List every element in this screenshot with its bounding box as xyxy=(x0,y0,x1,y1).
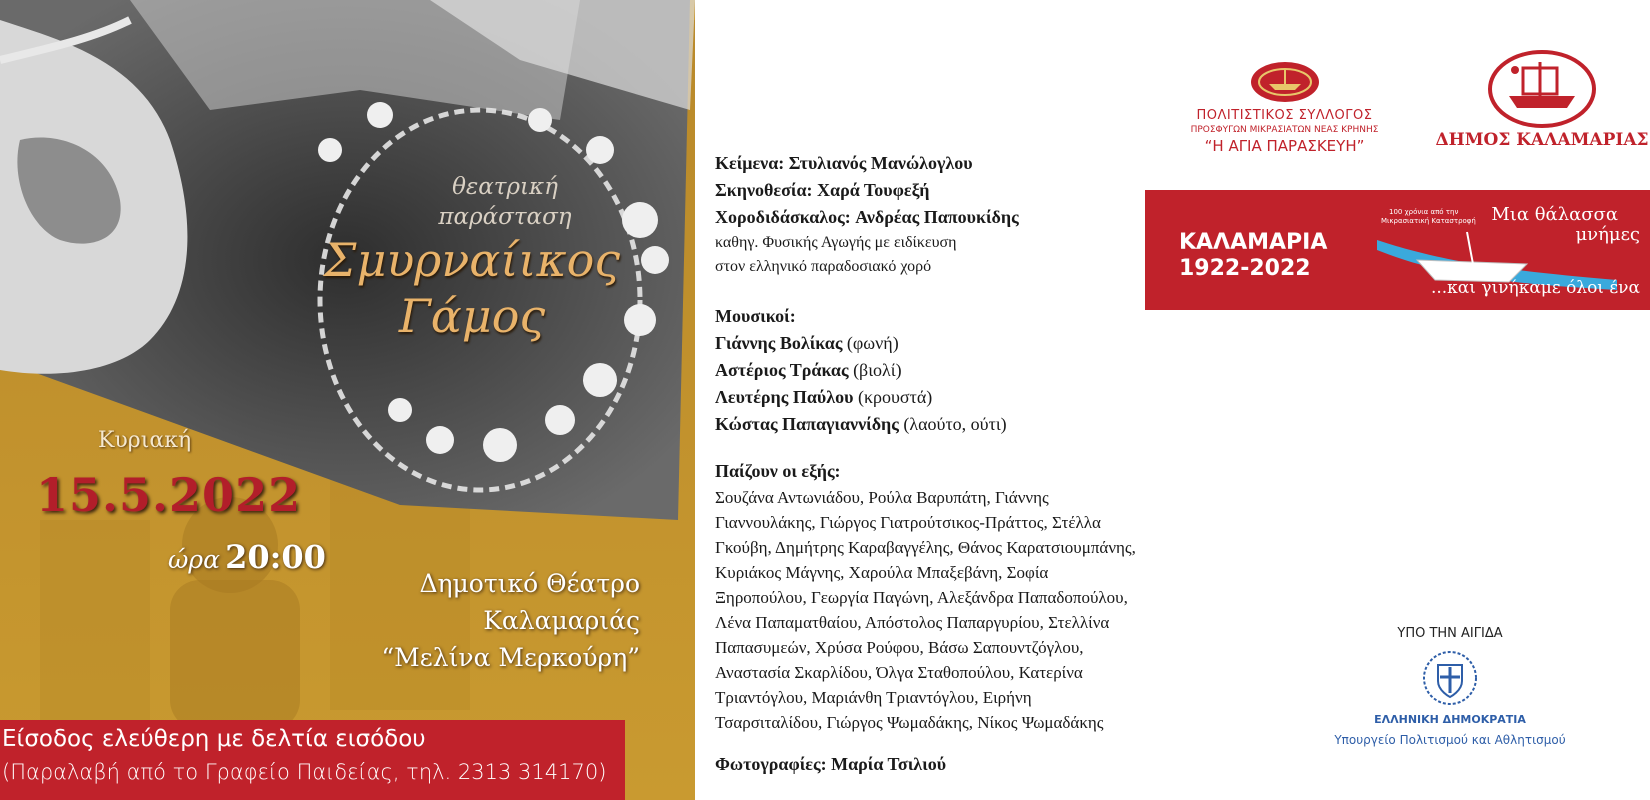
centenary-small-2: Μικρασιατική Καταστροφή xyxy=(1381,217,1476,225)
musician-name: Κώστας Παπαγιαννίδης xyxy=(715,414,899,434)
ship-emblem-icon xyxy=(1487,50,1597,128)
cast-line: Γκούβη, Δημήτρης Καραβαγγέλης, Θάνος Καρατσιουμπάνης, xyxy=(715,538,1136,557)
time-value: 20:00 xyxy=(225,538,326,576)
musician-role: (βιολί) xyxy=(853,360,902,380)
texts-label: Κείμενα: xyxy=(715,153,785,173)
municipality-name: ΔΗΜΟΣ ΚΑΛΑΜΑΡΙΑΣ xyxy=(1435,130,1649,150)
photos-name: Μαρία Τσιλιού xyxy=(831,754,947,774)
musician-item xyxy=(715,384,1195,411)
choreo-note-1: καθηγ. Φυσικής Αγωγής με ειδίκευση xyxy=(715,234,957,251)
musicians-label-text: Μουσικοί: xyxy=(715,306,796,326)
cast-line: Κυριάκος Μάγνης, Χαρούλα Μπαξεβάνη, Σοφία xyxy=(715,563,1049,582)
musician-item xyxy=(715,357,1195,384)
credit-choreo xyxy=(715,204,1195,231)
poster-photo xyxy=(0,0,695,800)
musician-item xyxy=(715,330,1195,357)
subtitle-line-2: παράσταση xyxy=(438,204,572,230)
association-line-1: ΠΟΛΙΤΙΣΤΙΚΟΣ ΣΥΛΛΟΓΟΣ xyxy=(1196,108,1373,123)
event-subtitle xyxy=(415,172,595,232)
event-day: Κυριακή xyxy=(98,428,192,453)
venue-line-1: Δημοτικό Θέατρο xyxy=(419,569,640,598)
subtitle-line-1: θεατρική xyxy=(452,174,558,200)
entry-line-1: Είσοδος ελεύθερη με δελτία εισόδου xyxy=(2,726,426,752)
association-line-2: ΠΡΟΣΦΥΓΩΝ ΜΙΚΡΑΣΙΑΤΩΝ ΝΕΑΣ ΚΡΗΝΗΣ xyxy=(1190,125,1379,135)
venue-line-2: Καλαμαριάς xyxy=(483,606,640,635)
cast-line: Τσαρσιταλίδου, Γιώργος Ψωμαδάκης, Νίκος Ψωμαδάκης xyxy=(715,713,1104,732)
centenary-small-1: 100 χρόνια από την xyxy=(1389,208,1459,216)
musician-role: (φωνή) xyxy=(846,333,899,353)
association-emblem-icon xyxy=(1249,60,1321,104)
slogan-line-3: ...και γινήκαμε όλοι ένα xyxy=(1430,278,1640,298)
venue-line-3: “Μελίνα Μερκούρη” xyxy=(381,643,640,672)
musician-role: (λαούτο, ούτι) xyxy=(903,414,1007,434)
cast-label xyxy=(715,458,1195,485)
cast-line: Αναστασία Σκαρλίδου, Όλγα Σταθοπούλου, Κατερίνα xyxy=(715,663,1083,682)
musician-item xyxy=(715,411,1195,438)
title-line-1: Σμυρναίικος xyxy=(323,233,621,287)
title-line-2: Γάμος xyxy=(398,289,546,343)
centenary-banner xyxy=(1145,190,1650,310)
cast-line: Σουζάνα Αντωνιάδου, Ρούλα Βαρυπάτη, Γιάννης xyxy=(715,488,1049,507)
event-time xyxy=(168,538,326,576)
credits xyxy=(715,150,1195,778)
cast-line: Τριαντόγλου, Μαριάνθη Τριαντόγλου, Ειρήνη xyxy=(715,688,1032,707)
association-line-3: “Η ΑΓΙΑ ΠΑΡΑΣΚΕΥΗ” xyxy=(1204,137,1365,155)
poster-panel xyxy=(0,0,695,800)
association-logo xyxy=(1142,58,1427,155)
choreo-label: Χοροδιδάσκαλος: xyxy=(715,207,851,227)
musicians-label xyxy=(715,303,1195,330)
cast-line: Λένα Παπαματθαίου, Απόστολος Παπαργυρίου, Στελλίνα xyxy=(715,613,1110,632)
republic-label: ΕΛΛΗΝΙΚΗ ΔΗΜΟΚΡΑΤΙΑ xyxy=(1374,713,1526,726)
cast-line: Γιαννουλάκης, Γιώργος Γιατρούτσικος-Πράττος, Στέλλα xyxy=(715,513,1101,532)
photos-label: Φωτογραφίες: xyxy=(715,754,827,774)
musician-name: Λευτέρης Παύλου xyxy=(715,387,854,407)
municipality-logo xyxy=(1434,50,1650,150)
credit-texts xyxy=(715,150,1195,177)
musician-role: (κρουστά) xyxy=(857,387,933,407)
slogan-line-1: Μια θάλασσα xyxy=(1491,204,1618,225)
credit-photos xyxy=(715,751,1195,778)
direction-name: Χαρά Τουφεξή xyxy=(817,180,930,200)
aegis-block xyxy=(1300,626,1600,747)
kalamaria-years: 1922-2022 xyxy=(1179,256,1311,281)
cast-line: Παπασυμεών, Χρύσα Ρούφου, Βάσω Σαπουντζόγλου, xyxy=(715,638,1084,657)
musician-name: Γιάννης Βολίκας xyxy=(715,333,843,353)
cast-list xyxy=(715,485,1195,735)
time-label: ώρα xyxy=(168,545,220,574)
choreo-name: Ανδρέας Παπουκίδης xyxy=(855,207,1019,227)
slogan-line-2: μνήμες xyxy=(1575,224,1640,245)
entry-line-2: (Παραλαβή από το Γραφείο Παιδείας, τηλ. 2313 314170) xyxy=(2,760,607,784)
cast-label-text: Παίζουν οι εξής: xyxy=(715,461,841,481)
ministry-label: Υπουργείο Πολιτισμού και Αθλητισμού xyxy=(1334,733,1566,747)
direction-label: Σκηνοθεσία: xyxy=(715,180,813,200)
coat-of-arms-icon xyxy=(1421,649,1479,707)
event-date: 15.5.2022 xyxy=(36,468,302,522)
choreo-note-2: στον ελληνικό παραδοσιακό χορό xyxy=(715,258,932,275)
musician-name: Αστέριος Τράκας xyxy=(715,360,849,380)
event-title xyxy=(322,232,622,344)
kalamaria-label: ΚΑΛΑΜΑΡΙΑ xyxy=(1179,230,1328,255)
venue xyxy=(310,565,640,676)
cast-line: Ξηροπούλου, Γεωργία Παγώνη, Αλεξάνδρα Παπαδοπούλου, xyxy=(715,588,1128,607)
entry-banner xyxy=(0,720,625,800)
credit-direction xyxy=(715,177,1195,204)
aegis-label: ΥΠΟ ΤΗΝ ΑΙΓΙΔΑ xyxy=(1397,626,1503,641)
texts-name: Στυλιανός Μανώλογλου xyxy=(788,153,973,173)
